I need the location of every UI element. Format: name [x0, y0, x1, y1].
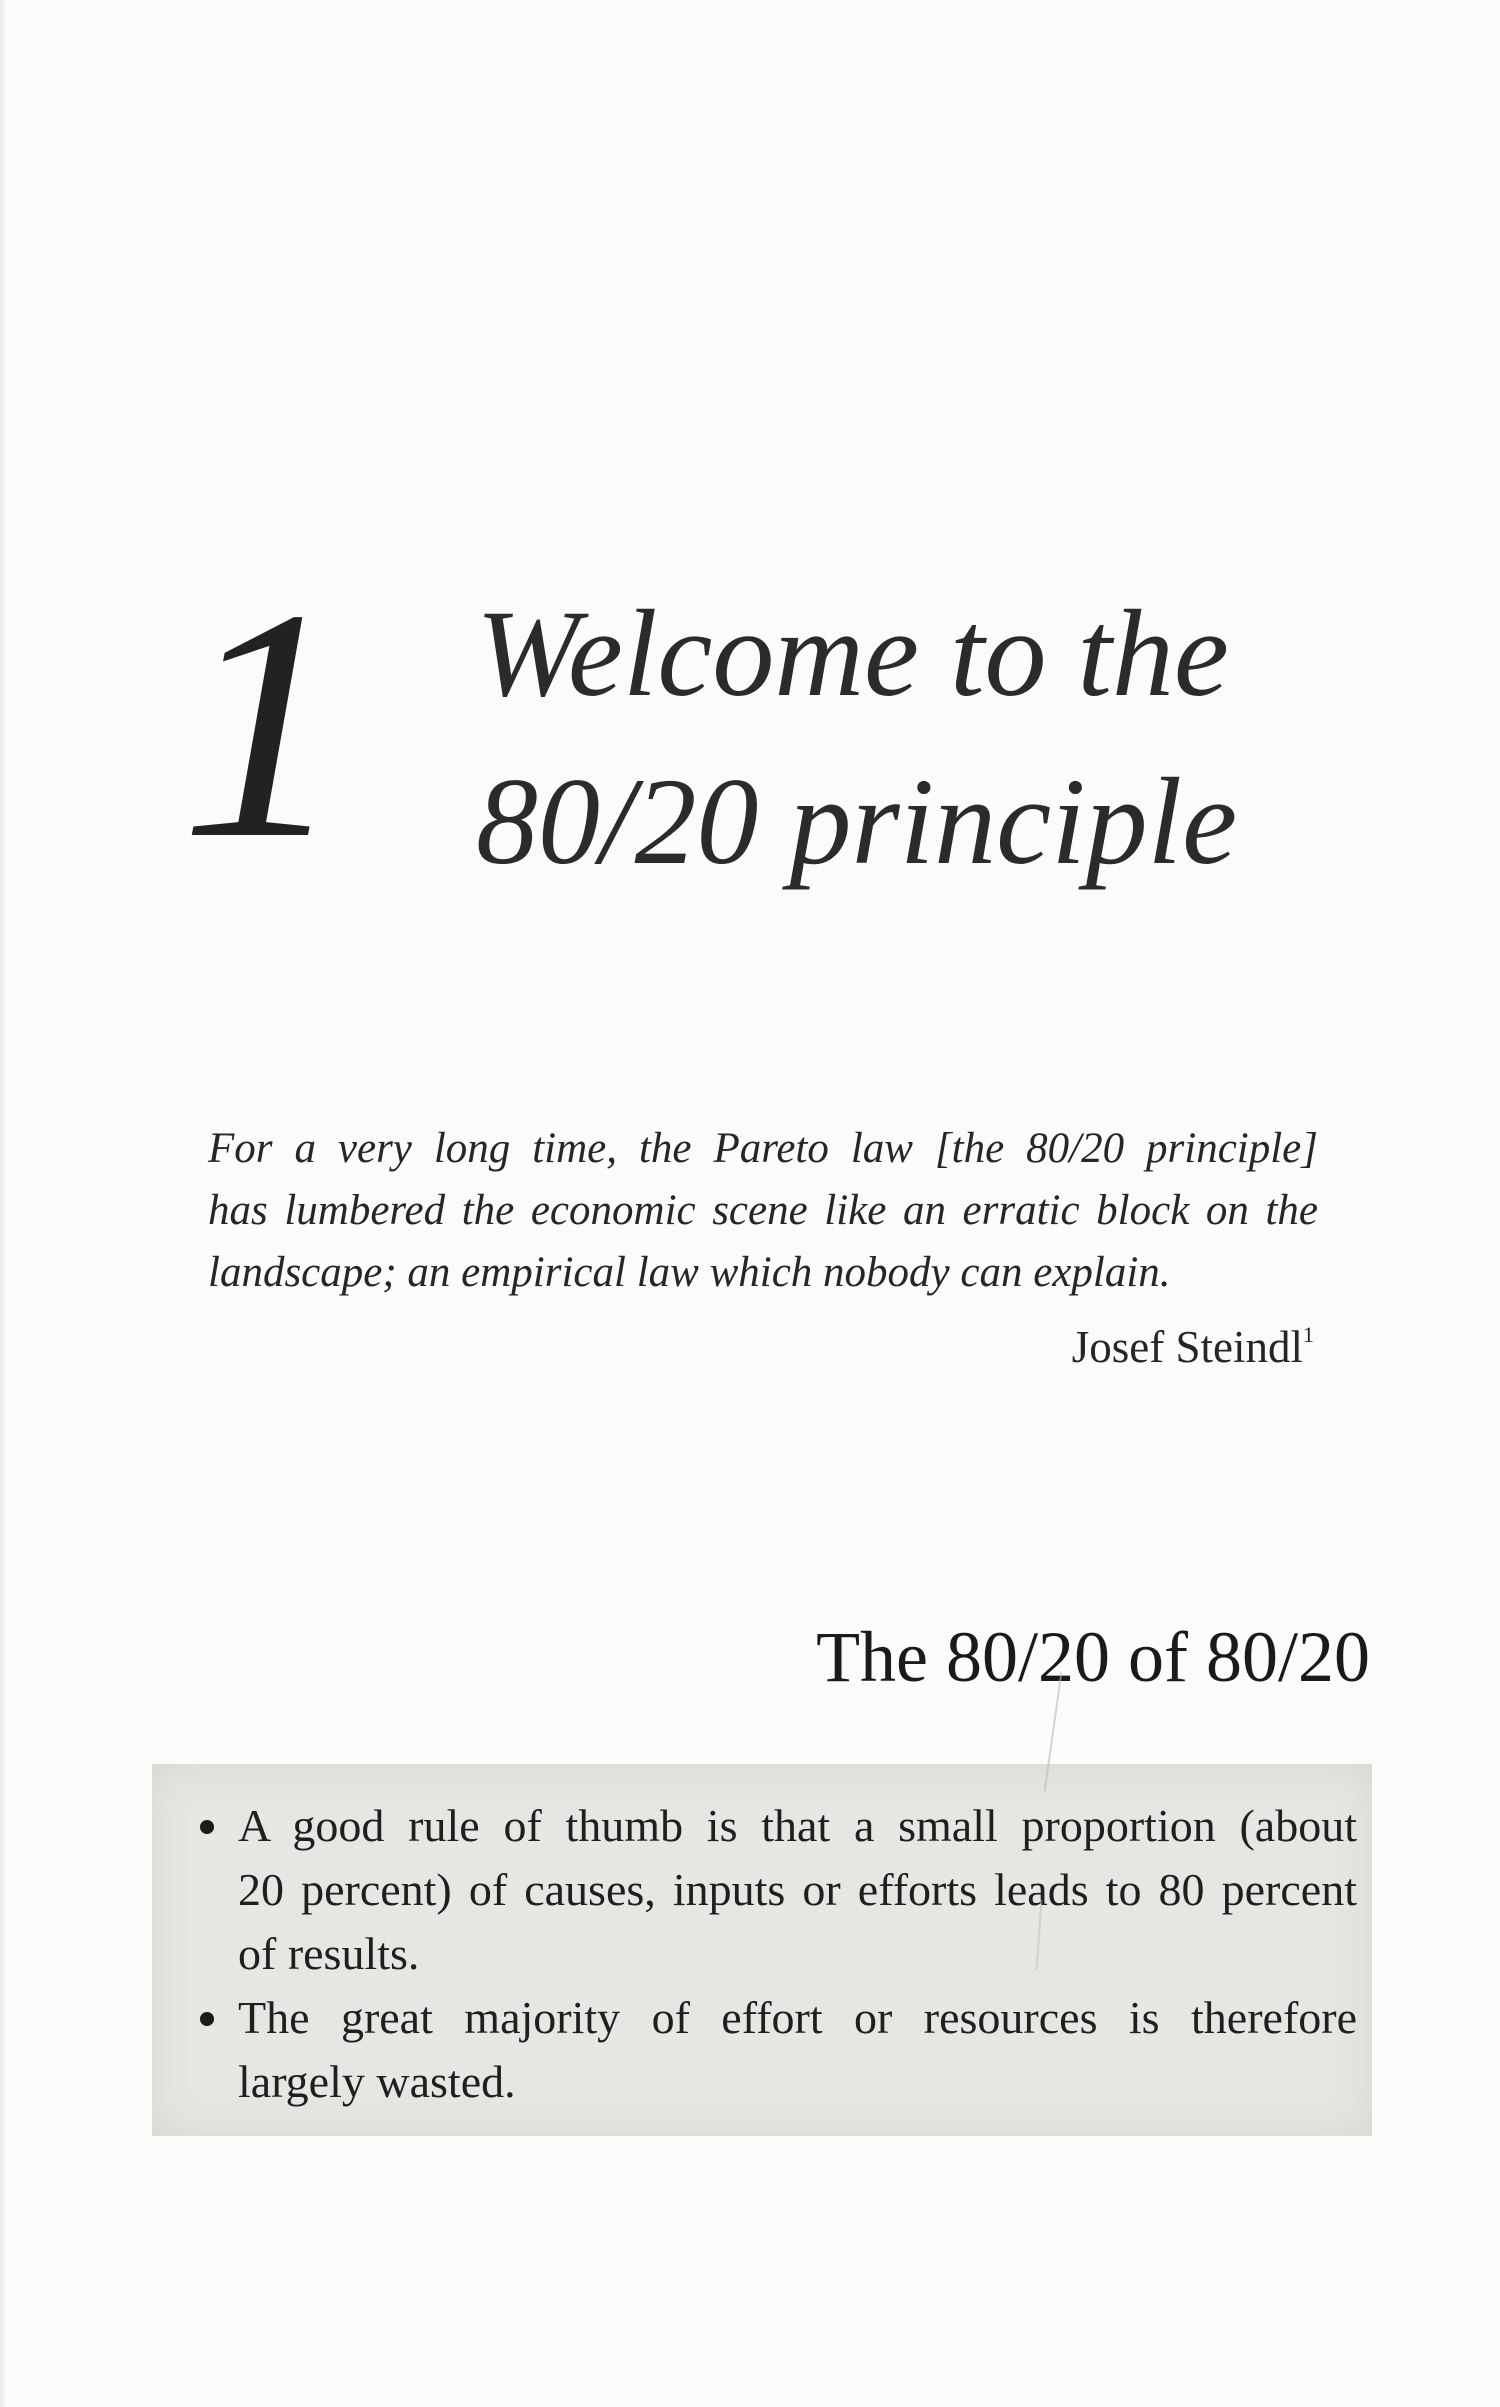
- epigraph-line-2: has lumbered the economic scene like an erratic block on the: [208, 1187, 1318, 1234]
- summary-item-1-line-3: of results.: [238, 1928, 420, 1979]
- summary-item-1-line-2: 20 percent) of causes, inputs or efforts leads to 80 percent: [238, 1864, 1357, 1915]
- epigraph-line-1: For a very long time, the Pareto law [the 80/20 principle]: [208, 1125, 1318, 1172]
- chapter-title-line-1: Welcome to the: [476, 585, 1229, 722]
- bullet-icon: [200, 1820, 214, 1834]
- summary-item: [182, 1986, 1357, 2114]
- chapter-number: 1: [180, 542, 341, 907]
- epigraph-quote: [208, 1118, 1318, 1304]
- epigraph-author: [900, 1316, 1314, 1378]
- section-heading: The 80/20 of 80/20: [816, 1617, 1370, 1697]
- chapter-title: [476, 570, 1376, 906]
- summary-item-1-line-1: A good rule of thumb is that a small proportion (about: [238, 1800, 1357, 1851]
- summary-list: [182, 1794, 1357, 2114]
- bullet-icon: [200, 2012, 214, 2026]
- summary-box: [152, 1764, 1372, 2136]
- summary-item-2-line-1: The great majority of effort or resources is therefore: [238, 1992, 1357, 2043]
- epigraph-line-3: landscape; an empirical law which nobody can explain.: [208, 1249, 1171, 1296]
- footnote-marker: 1: [1303, 1322, 1314, 1347]
- summary-item: [182, 1794, 1357, 1986]
- chapter-title-line-2: 80/20 principle: [476, 753, 1238, 890]
- summary-item-2-line-2: largely wasted.: [238, 2056, 516, 2107]
- epigraph-author-name: Josef Steindl: [1071, 1322, 1303, 1372]
- scan-edge-shadow: [0, 0, 6, 2407]
